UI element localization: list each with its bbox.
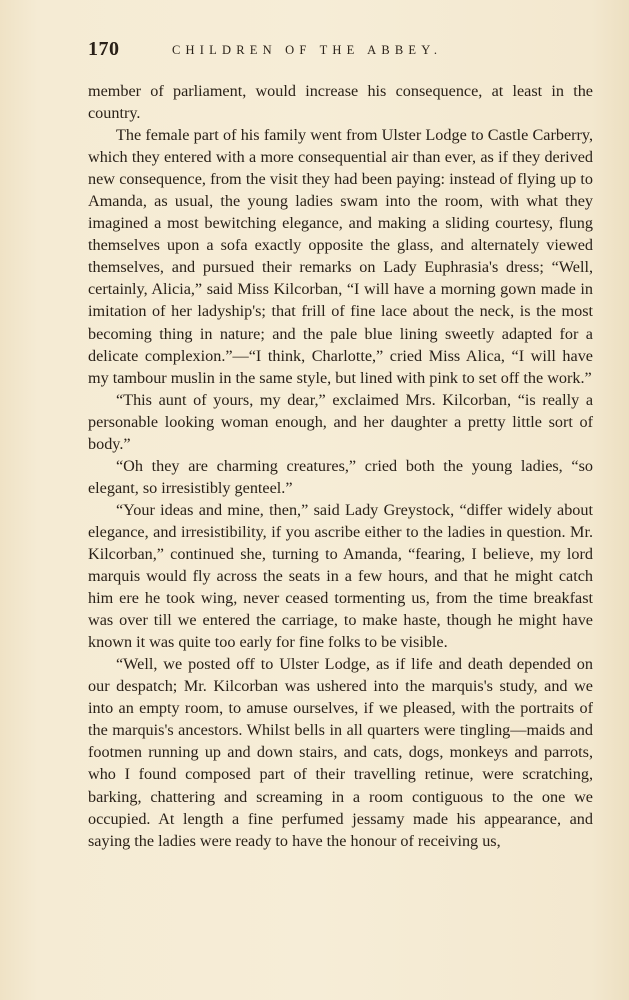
paragraph: “Your ideas and mine, then,” said Lady Greystock, “differ widely about elegance, and irresistibility, if you ascribe either to the ladies in question. Mr. Kilcorban,” continued she, turning to Amanda, “fearing, I believe, my lord marquis would fly across the seats in a few hours, and that he might catch him ere he took wing, never ceased tormenting us, from the time breakfast was over till we entered the carriage, to make haste, though he might have known it was quite too early for fine folks to be visible. bbox=[88, 500, 593, 652]
running-title: CHILDREN OF THE ABBEY. bbox=[172, 43, 443, 57]
paragraph: “This aunt of yours, my dear,” exclaimed Mrs. Kilcorban, “is really a personable looking woman enough, and her daughter a pretty little sort of body.” bbox=[88, 390, 593, 453]
paragraph-continuation: member of parliament, would increase his consequence, at least in the country. bbox=[88, 82, 593, 123]
paragraph: “Well, we posted off to Ulster Lodge, as if life and death depended on our despatch; Mr. Kilcorban was ushered into the marquis's study, and we into an empty room, to amuse ourselves, if we pleased, with the portraits of the marquis's ancestors. Whilst bells in all quarters were tingling—maids and footmen running up and down stairs, and cats, dogs, monkeys and parrots, who I found composed part of their travelling retinue, were scratching, barking, chattering and screaming in a room contiguous to the one we occupied. At length a fine perfumed jessamy made his appearance, and saying the ladies were ready to have the honour of receiving us, bbox=[88, 655, 593, 850]
page-header bbox=[88, 38, 593, 60]
page-number: 170 bbox=[88, 38, 120, 60]
body-text bbox=[88, 80, 593, 852]
paragraph: The female part of his family went from Ulster Lodge to Castle Carberry, which they entered with a more consequential air than ever, as if they derived new consequence, from the visit they had been paying: instead of flying up to Amanda, as usual, the young ladies swam into the room, with what they imagined a most bewitching elegance, and making a sliding courtesy, flung themselves upon a sofa exactly opposite the glass, and alternately viewed themselves, and pursued their remarks on Lady Euphrasia's dress; “Well, certainly, Alicia,” said Miss Kilcorban, “I will have a morning gown made in imitation of her ladyship's; that frill of fine lace about the neck, is the most becoming thing in nature; and the pale blue lining sweetly adapted for a delicate complexion.”—“I think, Charlotte,” cried Miss Alica, “I will have my tambour muslin in the same style, but lined with pink to set off the work.” bbox=[88, 126, 593, 387]
paragraph: “Oh they are charming creatures,” cried both the young ladies, “so elegant, so irresistibly genteel.” bbox=[88, 456, 593, 497]
